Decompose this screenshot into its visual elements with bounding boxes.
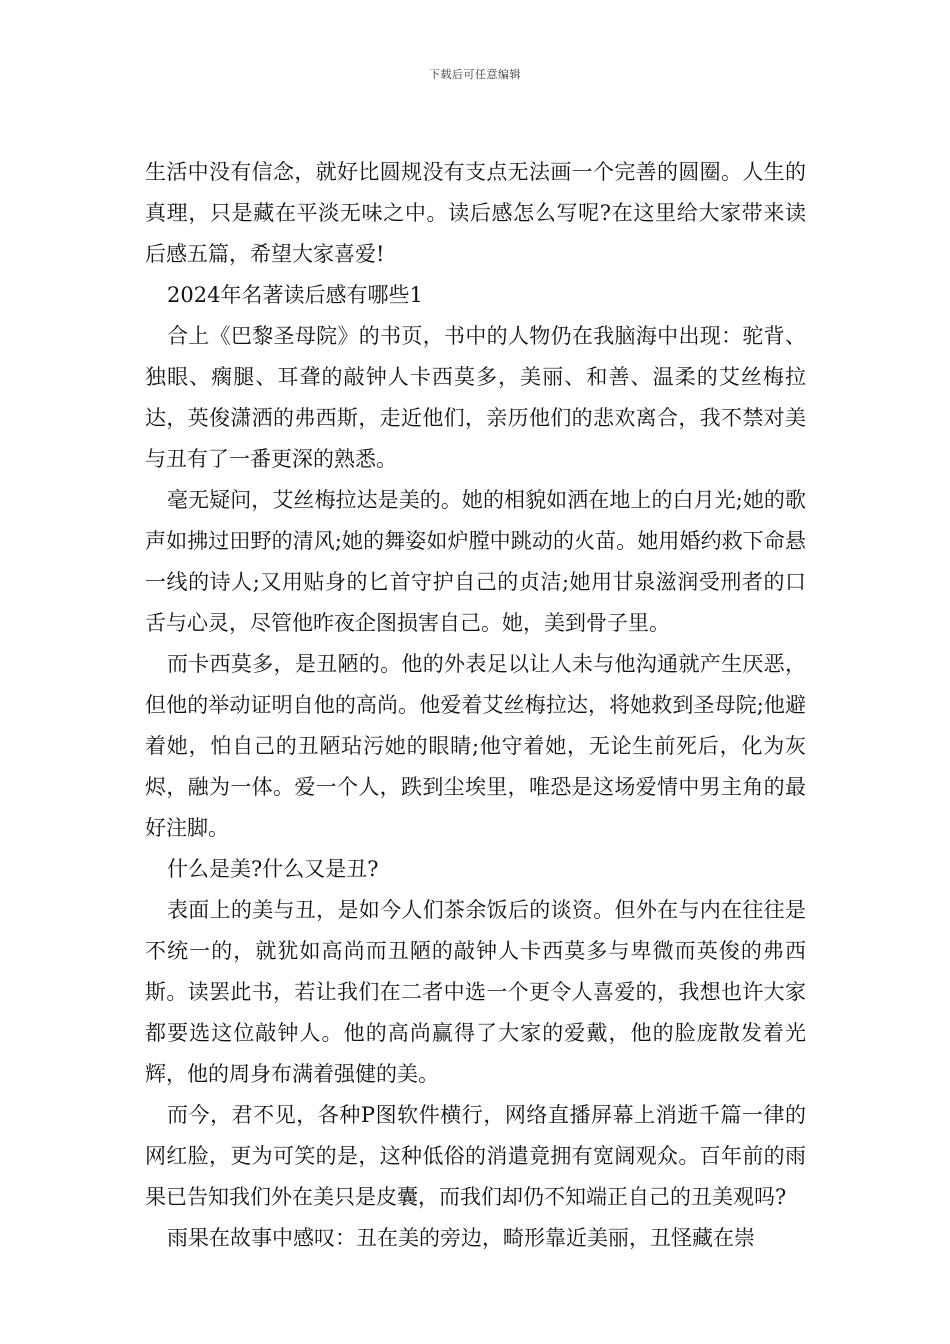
paragraph: 合上《巴黎圣母院》的书页，书中的人物仍在我脑海中出现：驼背、独眼、瘸腿、耳聋的敲钟人卡西莫多，美丽、和善、温柔的艾丝梅拉达，英俊潇洒的弗西斯，走近他们，亲历他们的悲欢离合，我不禁对美与丑有了一番更深的熟悉。 xyxy=(145,324,806,471)
page-header: 下载后可任意编辑 xyxy=(429,68,521,81)
document-body xyxy=(145,152,806,1259)
paragraph: 而今，君不见，各种P图软件横行，网络直播屏幕上消逝千篇一律的网红脸，更为可笑的是，这种低俗的消遣竟拥有宽阔观众。百年前的雨果已告知我们外在美只是皮囊，而我们却仍不知端正自己的丑美观吗? xyxy=(145,1103,806,1209)
paragraph-question: 什么是美?什么又是丑? xyxy=(167,857,379,881)
paragraph: 表面上的美与丑，是如今人们茶余饭后的谈资。但外在与内在往往是不统一的，就犹如高尚而丑陋的敲钟人卡西莫多与卑微而英俊的弗西斯。读罢此书，若让我们在二者中选一个更令人喜爱的，我想也许大家都要选这位敲钟人。他的高尚赢得了大家的爱戴，他的脸庞散发着光辉，他的周身布满着强健的美。 xyxy=(145,898,806,1086)
paragraph: 毫无疑问，艾丝梅拉达是美的。她的相貌如洒在地上的白月光;她的歌声如拂过田野的清风;她的舞姿如炉膛中跳动的火苗。她用婚约救下命悬一线的诗人;又用贴身的匕首守护自己的贞洁;她用甘泉滋润受刑者的口舌与心灵，尽管他昨夜企图损害自己。她，美到骨子里。 xyxy=(145,488,806,635)
paragraph-intro: 生活中没有信念，就好比圆规没有支点无法画一个完善的圆圈。人生的真理，只是藏在平淡无味之中。读后感怎么写呢?在这里给大家带来读后感五篇，希望大家喜爱! xyxy=(145,160,806,266)
section-heading: 2024年名著读后感有哪些1 xyxy=(167,283,423,307)
paragraph: 而卡西莫多，是丑陋的。他的外表足以让人未与他沟通就产生厌恶，但他的举动证明自他的高尚。他爱着艾丝梅拉达，将她救到圣母院;他避着她，怕自己的丑陋玷污她的眼睛;他守着她，无论生前死后，化为灰烬，融为一体。爱一个人，跌到尘埃里，唯恐是这场爱情中男主角的最好注脚。 xyxy=(145,652,806,840)
paragraph: 雨果在故事中感叹：丑在美的旁边，畸形靠近美丽，丑怪藏在崇 xyxy=(167,1226,755,1250)
